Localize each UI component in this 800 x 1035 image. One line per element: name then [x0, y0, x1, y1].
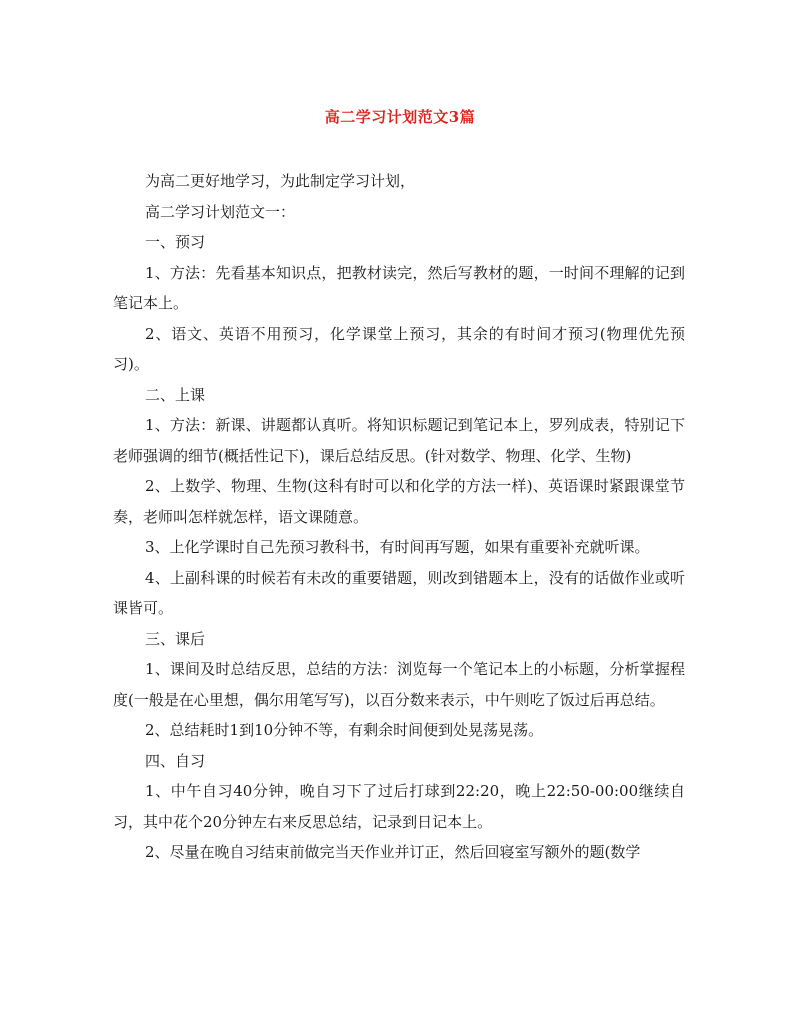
- paragraph: 4、上副科课的时候若有未改的重要错题，则改到错题本上，没有的话做作业或听课皆可。: [113, 568, 685, 617]
- paragraph: 2、尽量在晚自习结束前做完当天作业并订正，然后回寝室写额外的题(数学: [145, 843, 641, 861]
- section-heading-preview: 一、预习: [145, 233, 206, 251]
- paragraph: 2、上数学、物理、生物(这科有时可以和化学的方法一样)、英语课时紧跟课堂节奏，老师叫怎样就怎样，语文课随意。: [113, 477, 685, 526]
- paragraph: 1、方法：先看基本知识点，把教材读完，然后写教材的题，一时间不理解的记到笔记本上。: [113, 263, 685, 312]
- paragraph: 1、课间及时总结反思，总结的方法：浏览每一个笔记本上的小标题，分析掌握程度(一般是在心里想，偶尔用笔写写)，以百分数来表示，中午则吃了饭过后再总结。: [113, 660, 685, 709]
- document-body: [113, 166, 685, 868]
- paragraph: 3、上化学课时自己先预习教科书，有时间再写题，如果有重要补充就听课。: [145, 538, 650, 556]
- paragraph: 2、语文、英语不用预习，化学课堂上预习，其余的有时间才预习(物理优先预习)。: [113, 324, 685, 373]
- paragraph-intro: 为高二更好地学习，为此制定学习计划，: [145, 172, 416, 190]
- section-heading-class: 二、上课: [145, 385, 206, 404]
- paragraph-sample-heading: 高二学习计划范文一：: [145, 202, 296, 221]
- paragraph: 1、中午自习40分钟，晚自习下了过后打球到22:20，晚上22:50-00:00继续自习，其中花个20分钟左右来反思总结，记录到日记本上。: [113, 782, 685, 831]
- paragraph: 1、方法：新课、讲题都认真听。将知识标题记到笔记本上，罗列成表，特别记下老师强调的细节(概括性记下)，课后总结反思。(针对数学、物理、化学、生物): [113, 416, 685, 465]
- document-title: 高二学习计划范文3篇: [324, 108, 476, 126]
- section-heading-self-study: 四、自习: [145, 751, 206, 770]
- section-heading-after-class: 三、课后: [145, 629, 206, 648]
- paragraph: 2、总结耗时1到10分钟不等，有剩余时间便到处晃荡晃荡。: [145, 721, 544, 739]
